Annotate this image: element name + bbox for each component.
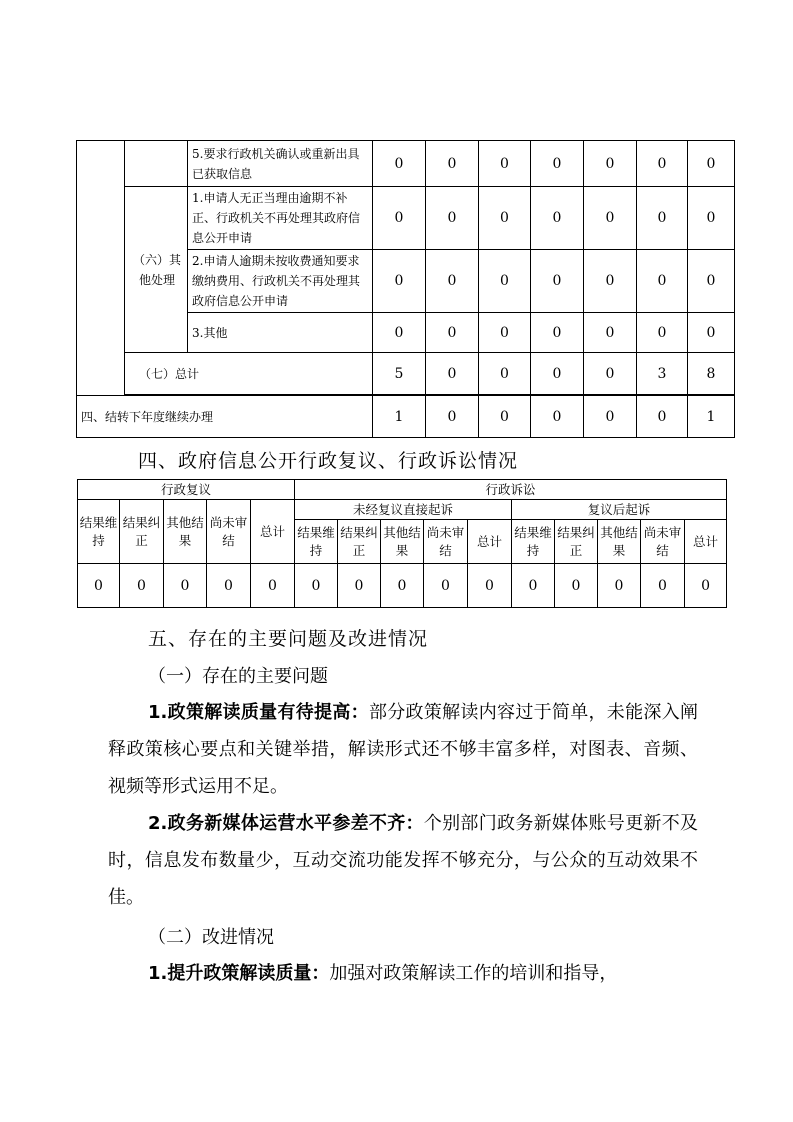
paragraph <box>108 805 698 916</box>
col-header: 其他结果 <box>381 520 424 564</box>
table-cell: 1 <box>373 396 426 438</box>
row-label: 2.申请人逾期未按收费通知要求缴纳费用、行政机关不再处理其政府信息公开申请 <box>188 250 373 313</box>
table-cell: 8 <box>688 353 735 395</box>
row-label: 1.申请人无正当理由逾期不补正、行政机关不再处理其政府信息公开申请 <box>188 187 373 250</box>
col-header: 总计 <box>685 520 727 564</box>
table-cell: 0 <box>373 187 426 250</box>
paragraph-lead: 1.提升政策解读质量： <box>148 963 330 984</box>
table-cell: 0 <box>426 187 479 250</box>
table-cell: 0 <box>295 564 338 608</box>
table-cell: 0 <box>426 313 479 353</box>
table-cell: 0 <box>207 564 251 608</box>
table-cell: 3 <box>637 353 688 395</box>
col-header: 结果维持 <box>512 520 555 564</box>
table-cell: 0 <box>688 187 735 250</box>
table-cell: 1 <box>688 396 735 438</box>
table-cell: 0 <box>426 250 479 313</box>
col-header: 结果纠正 <box>338 520 381 564</box>
table-cell: 0 <box>426 141 479 187</box>
col-header: 尚未审结 <box>424 520 468 564</box>
col-header: 结果纠正 <box>555 520 598 564</box>
row-label: （七）总计 <box>125 353 373 395</box>
table-cell: 0 <box>584 396 637 438</box>
table-cell: 0 <box>468 564 512 608</box>
group-label: （六）其他处理 <box>125 187 188 353</box>
table-cell: 0 <box>555 564 598 608</box>
section-heading: 五、存在的主要问题及改进情况 <box>148 628 429 650</box>
table-cell: 0 <box>338 564 381 608</box>
table-blank-cell <box>77 141 125 396</box>
table-cell: 0 <box>426 353 479 395</box>
table-cell: 0 <box>637 313 688 353</box>
table-cell: 0 <box>531 187 584 250</box>
paragraph-text: 个别部门政务新媒体账号更新不及时，信息发布数量少，互动交流功能发挥不够充分，与公众的互动效果不佳。 <box>108 813 698 908</box>
col-header: 总计 <box>468 520 512 564</box>
table-cell: 0 <box>637 250 688 313</box>
col-header: 尚未审结 <box>207 500 251 564</box>
table-cell: 0 <box>584 313 637 353</box>
table-cell: 0 <box>381 564 424 608</box>
after-review-header: 复议后起诉 <box>512 500 727 520</box>
table-cell: 0 <box>637 396 688 438</box>
table-cell: 0 <box>251 564 295 608</box>
table-cell: 5 <box>373 353 426 395</box>
paragraph-lead: 1.政策解读质量有待提高： <box>148 702 369 723</box>
table-cell: 0 <box>373 141 426 187</box>
table-cell: 0 <box>479 187 531 250</box>
table-cell: 0 <box>479 141 531 187</box>
col-header: 其他结果 <box>164 500 207 564</box>
col-header: 结果纠正 <box>120 500 164 564</box>
table-cell: 0 <box>598 564 641 608</box>
col-header: 尚未审结 <box>641 520 685 564</box>
table-cell: 0 <box>584 353 637 395</box>
direct-suit-header: 未经复议直接起诉 <box>295 500 512 520</box>
table-cell: 0 <box>479 250 531 313</box>
col-header: 结果维持 <box>78 500 120 564</box>
review-litigation-table <box>77 479 727 608</box>
table-cell: 0 <box>424 564 468 608</box>
table-cell: 0 <box>584 250 637 313</box>
table-cell: 0 <box>512 564 555 608</box>
table-cell: 0 <box>78 564 120 608</box>
table-cell: 0 <box>685 564 727 608</box>
table-cell: 0 <box>688 313 735 353</box>
subsection-heading: （二）改进情况 <box>148 927 274 948</box>
table-cell: 0 <box>584 141 637 187</box>
table-cell: 0 <box>479 353 531 395</box>
paragraph-lead: 2.政务新媒体运营水平参差不齐： <box>148 813 424 834</box>
row-label: 5.要求行政机关确认或重新出具已获取信息 <box>188 141 373 187</box>
table-cell: 0 <box>479 396 531 438</box>
litigation-header: 行政诉讼 <box>295 480 727 500</box>
table-cell: 0 <box>373 313 426 353</box>
paragraph-text: 加强对政策解读工作的培训和指导， <box>329 963 618 984</box>
table-blank-cell <box>125 141 188 187</box>
table-cell: 0 <box>637 141 688 187</box>
row-label: 四、结转下年度继续办理 <box>77 396 373 438</box>
col-header: 其他结果 <box>598 520 641 564</box>
table-cell: 0 <box>531 250 584 313</box>
col-header: 结果维持 <box>295 520 338 564</box>
table-cell: 0 <box>637 187 688 250</box>
paragraph <box>108 694 698 805</box>
row-label: 3.其他 <box>188 313 373 353</box>
disclosure-stats-table <box>76 140 735 438</box>
table-cell: 0 <box>479 313 531 353</box>
table-cell: 0 <box>531 353 584 395</box>
table-cell: 0 <box>164 564 207 608</box>
table-cell: 0 <box>531 141 584 187</box>
table-cell: 0 <box>641 564 685 608</box>
table-cell: 0 <box>531 396 584 438</box>
table-cell: 0 <box>120 564 164 608</box>
table-cell: 0 <box>584 187 637 250</box>
col-header: 总计 <box>251 500 295 564</box>
table-cell: 0 <box>426 396 479 438</box>
table-cell: 0 <box>531 313 584 353</box>
section-heading: 四、政府信息公开行政复议、行政诉讼情况 <box>138 450 519 472</box>
table-cell: 0 <box>688 250 735 313</box>
review-header: 行政复议 <box>78 480 295 500</box>
table-cell: 0 <box>373 250 426 313</box>
paragraph <box>108 955 698 992</box>
table-cell: 0 <box>688 141 735 187</box>
subsection-heading: （一）存在的主要问题 <box>148 666 328 687</box>
paragraph-text: 部分政策解读内容过于简单，未能深入阐释政策核心要点和关键举措，解读形式还不够丰富多样，对图表、音频、视频等形式运用不足。 <box>108 702 698 797</box>
